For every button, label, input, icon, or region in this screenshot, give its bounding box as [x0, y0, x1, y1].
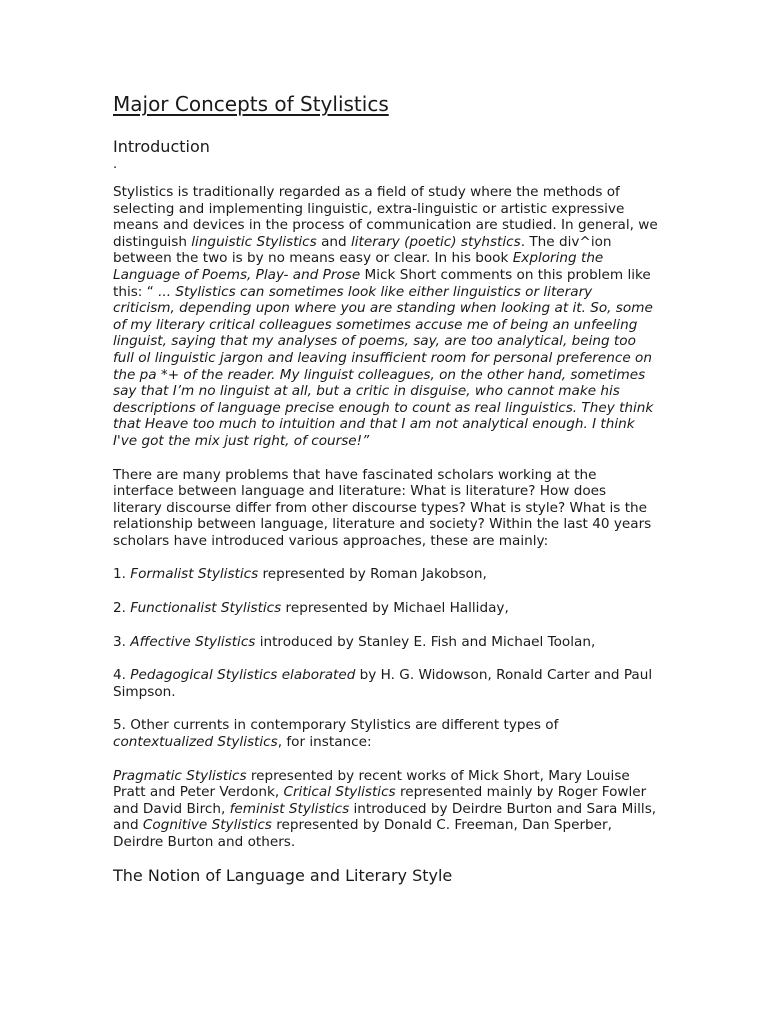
- stray-dot: .: [113, 157, 118, 172]
- introduction-heading: Introduction: [113, 137, 210, 156]
- list-item: [113, 566, 658, 583]
- list-text: introduced by Stanley E. Fish and Michael Toolan,: [255, 633, 596, 650]
- currents-text-3: introduced by Deirdre Burton and Sara Mills, and: [113, 800, 657, 834]
- list-text: represented by Roman Jakobson,: [258, 566, 487, 583]
- list-term: contextualized Stylistics: [113, 734, 278, 751]
- term-pragmatic: Pragmatic Stylistics: [113, 767, 247, 784]
- intro-paragraph: [113, 184, 658, 450]
- notion-heading: The Notion of Language and Literary Style: [113, 865, 453, 885]
- list-text: 5. Other currents in contemporary Stylistics are different types of: [113, 717, 559, 734]
- list-item: [113, 600, 658, 617]
- list-term: Pedagogical Stylistics elaborated: [130, 667, 356, 684]
- list-item: [113, 667, 658, 700]
- intro-text-2: and: [316, 233, 351, 250]
- currents-text-2: represented mainly by Roger Fowler and David Birch,: [113, 784, 647, 817]
- term-critical: Critical Stylistics: [283, 784, 396, 801]
- list-term: Affective Stylistics: [130, 633, 256, 650]
- problems-paragraph: There are many problems that have fascinated scholars working at the interface between language and literature: What is literature? How does literary discourse differ from other discourse types? What is style? What is the relationship between language, literature and society? Within the last 40 years scholars have introduced various approaches, these are mainly:: [113, 466, 652, 549]
- currents-paragraph: [113, 768, 658, 851]
- intro-term-literary: literary (poetic) styhstics: [350, 233, 521, 250]
- list-item: [113, 717, 658, 750]
- list-number: 4.: [113, 667, 131, 684]
- list-item: [113, 634, 658, 651]
- short-quote: ... Stylistics can sometimes look like either linguistics or literary criticism, depending upon where you are standing when looking at it. So, some of my literary critical colleagues sometimes accuse me of being an unfeeling linguist, saying that my analyses of poems, say, are too analytical, being too full ol linguistic jargon and leaving insufficient room for personal preference on the pa *+ of the reader. My linguist colleagues, on the other hand, sometimes say that I’m no linguist at all, but a critic in disguise, who cannot make his descriptions of language precise enough to count as real linguistics. They think that Heave too much to intuition and that I am not analytical enough. I think I've got the mix just right, of course!”: [113, 283, 654, 449]
- currents-text-1: represented by recent works of Mick Short, Mary Louise Pratt and Peter Verdonk,: [113, 767, 630, 801]
- intro-text-4: Mick Short comments on this problem like this: “: [113, 266, 651, 300]
- list-number: 2.: [113, 600, 131, 617]
- term-cognitive: Cognitive Stylistics: [142, 817, 272, 834]
- term-feminist: feminist Stylistics: [229, 800, 350, 817]
- book-title: Exploring the Language of Poems, Play- and Prose: [113, 250, 604, 283]
- intro-text-3: . The div^ion between the two is by no means easy or clear. In his book: [113, 233, 612, 267]
- list-text: represented by Michael Halliday,: [281, 600, 509, 617]
- list-term: Functionalist Stylistics: [130, 600, 282, 617]
- list-text: by H. G. Widowson, Ronald Carter and Paul Simpson.: [113, 667, 653, 700]
- list-number: 3.: [113, 633, 131, 650]
- currents-text-4: represented by Donald C. Freeman, Dan Sperber, Deirdre Burton and others.: [113, 817, 612, 850]
- list-term: Formalist Stylistics: [130, 566, 259, 583]
- list-text: , for instance:: [277, 734, 372, 751]
- page-title: Major Concepts of Stylistics: [113, 92, 389, 116]
- intro-term-linguistic: linguistic Stylistics: [191, 233, 317, 250]
- list-number: 1.: [113, 566, 131, 583]
- document-page: [113, 90, 658, 887]
- intro-text-1: Stylistics is traditionally regarded as a field of study where the methods of selecting and implementing linguistic, extra-linguistic or artistic expressive means and devices in the process of communication are studied. In general, we distinguish: [113, 184, 658, 250]
